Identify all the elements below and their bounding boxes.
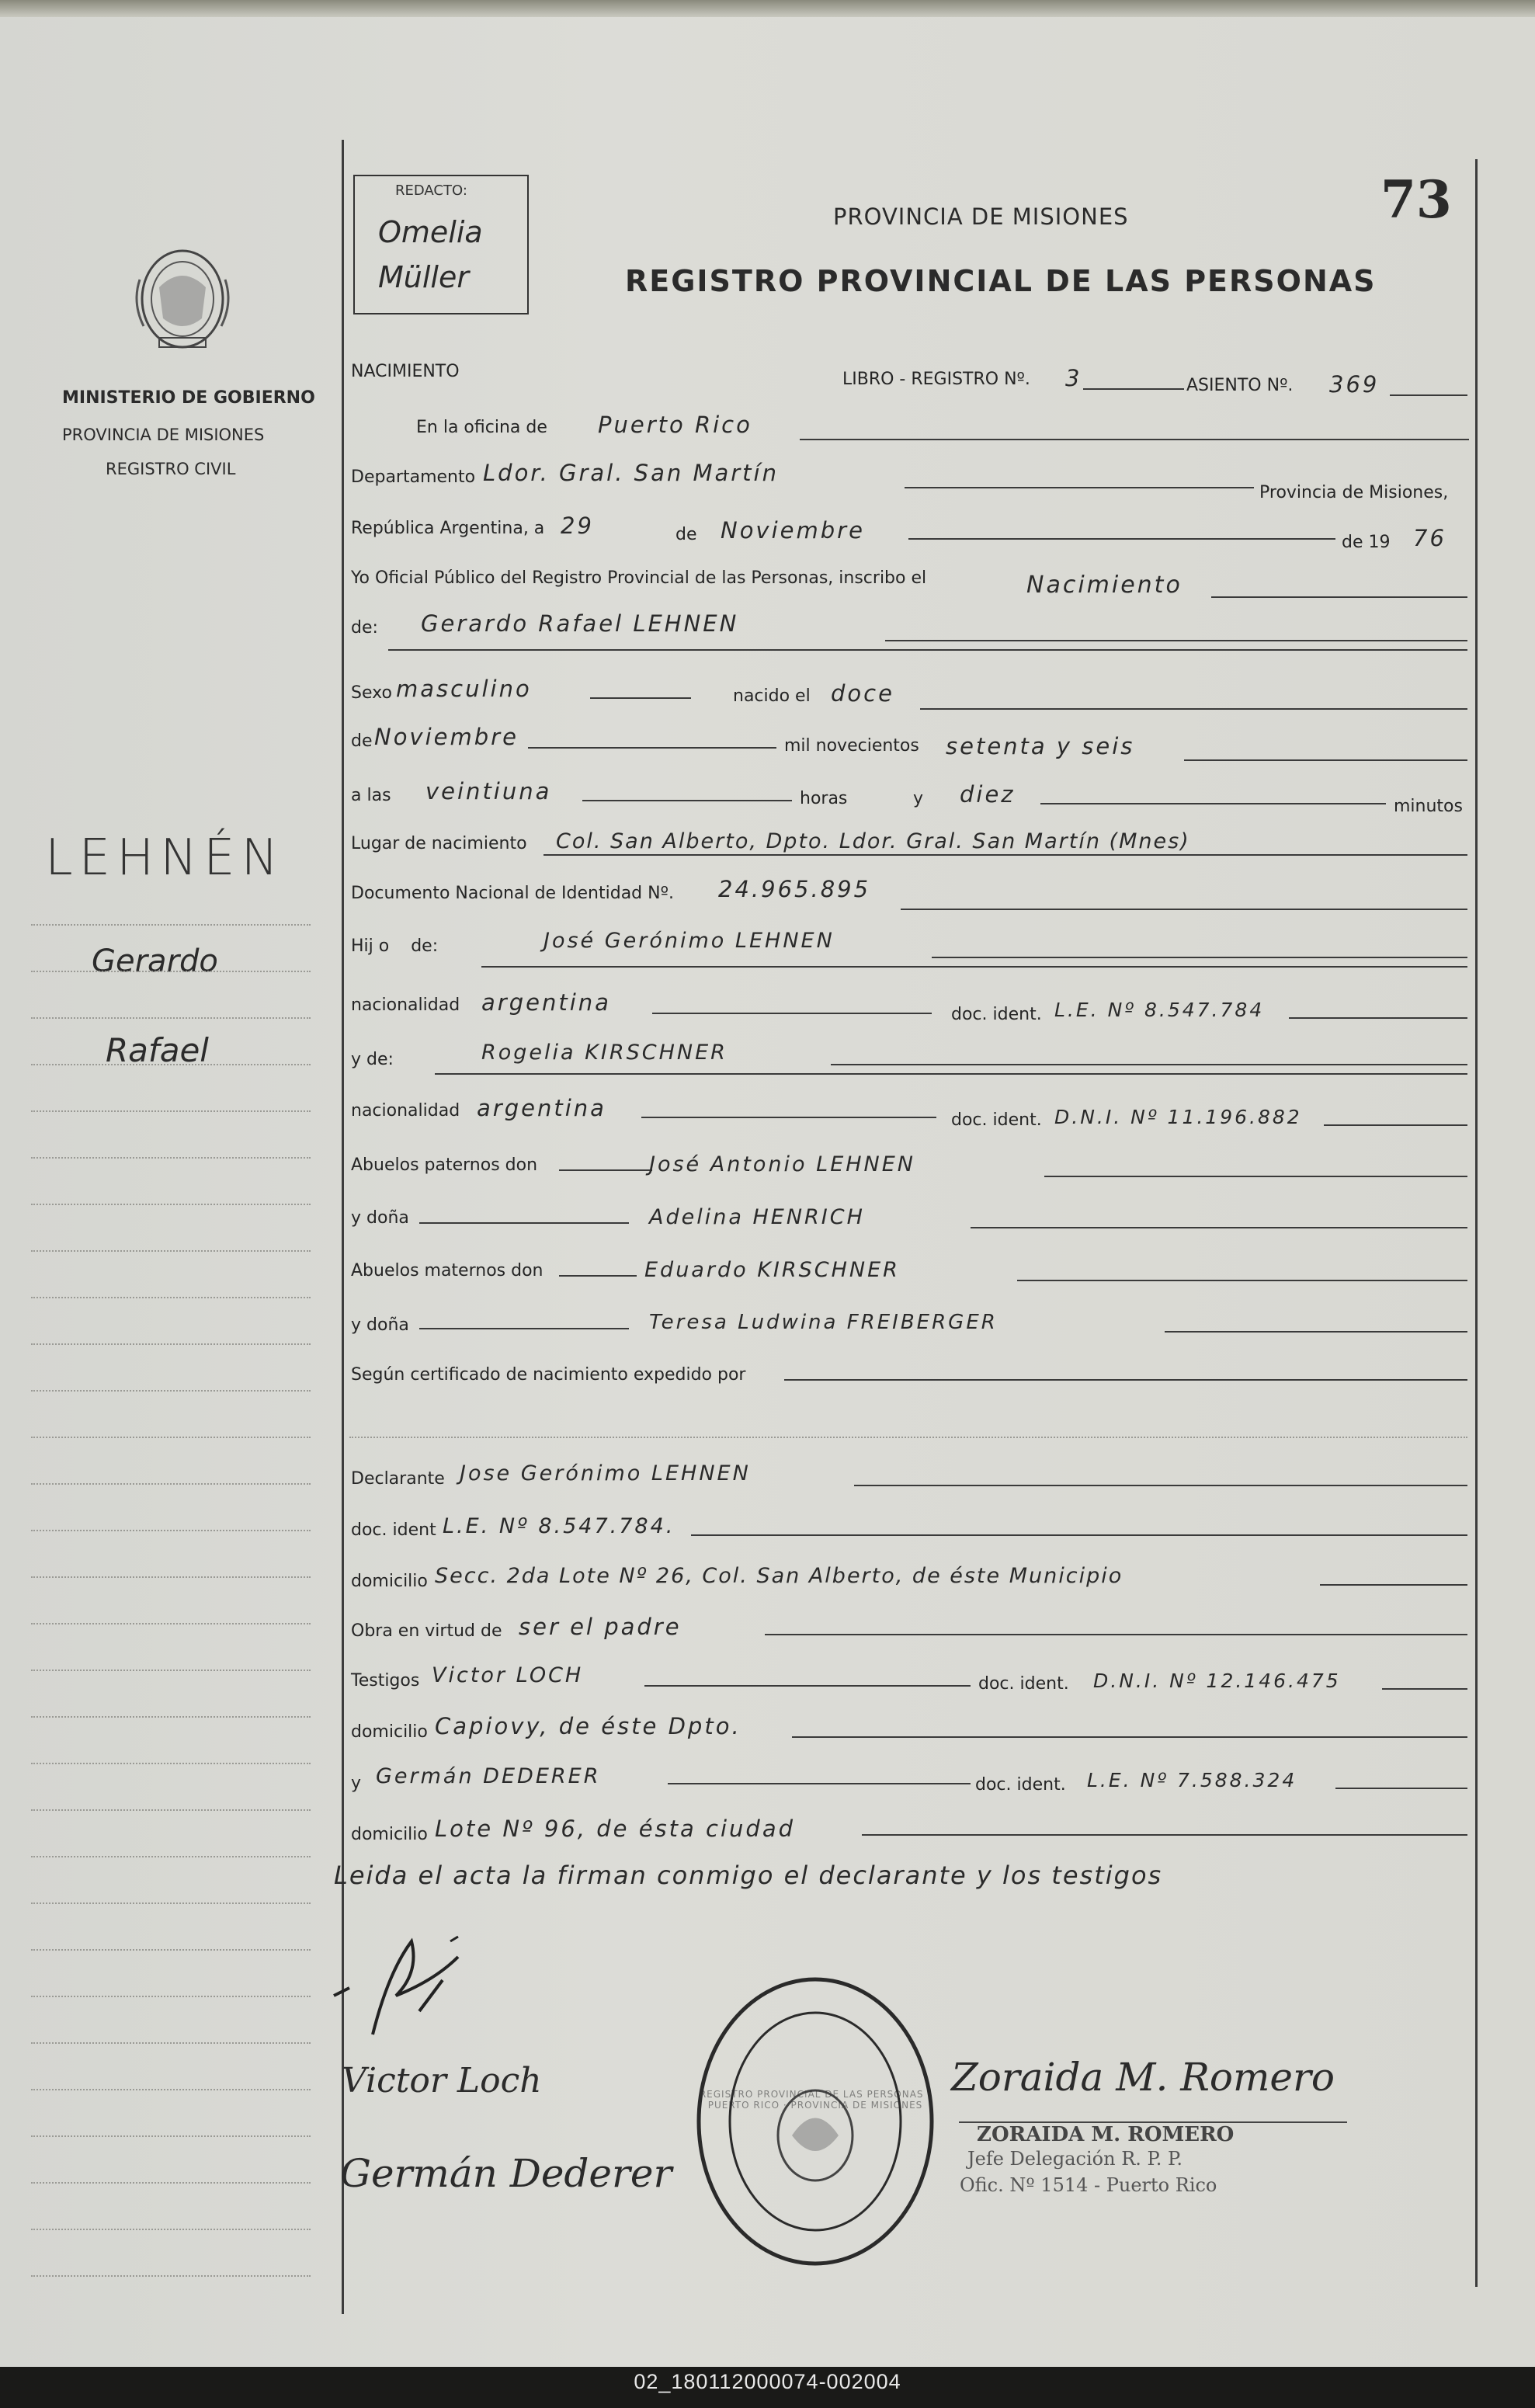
doc-t1-value: D.N.I. Nº 12.146.475 bbox=[1093, 1670, 1341, 1692]
declarante-label: Declarante bbox=[351, 1469, 445, 1489]
nac-padre-value: argentina bbox=[481, 989, 611, 1016]
minutos-label: minutos bbox=[1394, 797, 1463, 816]
margin-ruled-line bbox=[31, 2089, 311, 2090]
leida-text: Leida el acta la firman conmigo el declarante y los testigos bbox=[334, 1861, 1163, 1890]
libro-label: LIBRO - REGISTRO Nº. bbox=[842, 370, 1030, 389]
anio-label: de 19 bbox=[1342, 533, 1391, 552]
margin-ruled-line bbox=[31, 1856, 311, 1857]
margin-ruled-line bbox=[31, 1763, 311, 1764]
margin-ruled-line bbox=[31, 1157, 311, 1159]
margin-ruled-line bbox=[31, 924, 311, 926]
ydona-pat-label: y doña bbox=[351, 1208, 409, 1228]
docident-madre-label: doc. ident. bbox=[951, 1110, 1042, 1130]
anio2-value: setenta y seis bbox=[946, 733, 1135, 759]
margin-ruled-line bbox=[31, 1996, 311, 1997]
redacto-name-1: Omelia bbox=[378, 215, 483, 249]
margin-ruled-line bbox=[31, 1390, 311, 1392]
docident-padre-label: doc. ident. bbox=[951, 1005, 1042, 1024]
domicilio-t1-label: domicilio bbox=[351, 1722, 428, 1742]
margin-ruled-line bbox=[31, 1670, 311, 1671]
ab-pat-dona: Adelina HENRICH bbox=[649, 1205, 865, 1229]
declarant-signature bbox=[326, 1926, 481, 2050]
witness1-signature: Victor Loch bbox=[342, 2061, 542, 2100]
registry-seal bbox=[687, 1968, 943, 2275]
margin-ruled-line bbox=[31, 1110, 311, 1112]
margin-ruled-line bbox=[31, 1064, 311, 1065]
provincia-label: Provincia de Misiones, bbox=[1259, 483, 1449, 502]
margin-ruled-line bbox=[31, 1623, 311, 1624]
margin-ruled-line bbox=[31, 1250, 311, 1252]
dom-t1-value: Capiovy, de éste Dpto. bbox=[435, 1713, 741, 1739]
margin-ruled-line bbox=[31, 1902, 311, 1904]
obra-label: Obra en virtud de bbox=[351, 1621, 502, 1641]
mes2-value: Noviembre bbox=[374, 724, 519, 750]
ydona-mat-label: y doña bbox=[351, 1315, 409, 1335]
margin-ruled-line bbox=[31, 2275, 311, 2277]
padre-value: José Gerónimo LEHNEN bbox=[544, 929, 835, 953]
nombre-value: Gerardo Rafael LEHNEN bbox=[421, 610, 739, 637]
header-title: REGISTRO PROVINCIAL DE LAS PERSONAS bbox=[625, 264, 1377, 298]
declarante-value: Jose Gerónimo LEHNEN bbox=[460, 1461, 751, 1485]
mil-label: mil novecientos bbox=[784, 736, 919, 756]
domicilio-decl-label: domicilio bbox=[351, 1572, 428, 1591]
margin-ruled-line bbox=[31, 1576, 311, 1578]
mes-value: Noviembre bbox=[721, 517, 865, 544]
madre-value: Rogelia KIRSCHNER bbox=[481, 1041, 728, 1065]
header-province: PROVINCIA DE MISIONES bbox=[833, 203, 1129, 230]
asiento-label: ASIENTO Nº. bbox=[1186, 376, 1294, 395]
redacto-label: REDACTO: bbox=[395, 182, 467, 199]
testigo1-value: Victor LOCH bbox=[432, 1663, 584, 1687]
obra-value: ser el padre bbox=[519, 1614, 682, 1640]
margin-ruled-line bbox=[31, 1343, 311, 1345]
depto-value: Ldor. Gral. San Martín bbox=[483, 460, 779, 486]
margin-ruled-line bbox=[31, 1204, 311, 1205]
dni-label: Documento Nacional de Identidad Nº. bbox=[351, 884, 674, 903]
docident-decl-label: doc. ident bbox=[351, 1520, 436, 1540]
sexo-value: masculino bbox=[396, 676, 532, 702]
margin-ruled-line bbox=[31, 2135, 311, 2137]
margin-ruled-line bbox=[31, 1437, 311, 1438]
anio-value: 76 bbox=[1413, 525, 1446, 551]
margin-surname: LEHNÉN bbox=[45, 829, 285, 887]
dia-value: 29 bbox=[561, 513, 594, 539]
de3-label: de bbox=[351, 731, 373, 751]
alas-label: a las bbox=[351, 786, 391, 805]
oficina-label: En la oficina de bbox=[416, 418, 547, 437]
ab-pat-label: Abuelos paternos don bbox=[351, 1155, 538, 1175]
image-caption: 02_180112000074-002004 bbox=[634, 2370, 901, 2393]
asiento-value: 369 bbox=[1329, 371, 1380, 398]
ministry-registry: REGISTRO CIVIL bbox=[106, 460, 236, 478]
nac-madre-value: argentina bbox=[477, 1095, 606, 1121]
dni-value: 24.965.895 bbox=[718, 876, 871, 902]
libro-value: 3 bbox=[1065, 365, 1082, 391]
inscribo-value: Nacimiento bbox=[1026, 572, 1183, 599]
official-name: ZORAIDA M. ROMERO bbox=[977, 2123, 1235, 2146]
minutos-value: diez bbox=[960, 781, 1016, 808]
margin-ruled-line bbox=[31, 1809, 311, 1811]
dom-t2-value: Lote Nº 96, de ésta ciudad bbox=[435, 1816, 795, 1842]
horas-value: veintiuna bbox=[425, 778, 552, 804]
margin-ruled-line bbox=[31, 971, 311, 972]
ab-mat-dona: Teresa Ludwina FREIBERGER bbox=[649, 1311, 998, 1334]
ministry-title: MINISTERIO DE GOBIERNO bbox=[62, 388, 315, 408]
doc-t2-value: L.E. Nº 7.588.324 bbox=[1087, 1769, 1297, 1791]
page-number: 73 bbox=[1380, 169, 1452, 230]
sexo-label: Sexo bbox=[351, 683, 392, 703]
margin-ruled-line bbox=[31, 1949, 311, 1951]
yde-label: y de: bbox=[351, 1050, 394, 1069]
nac-padre-label: nacionalidad bbox=[351, 996, 460, 1015]
hijo-label: Hij o de: bbox=[351, 936, 439, 956]
ministry-province: PROVINCIA DE MISIONES bbox=[62, 426, 265, 444]
margin-ruled-line bbox=[31, 1297, 311, 1298]
de2-label: de: bbox=[351, 618, 378, 638]
official-title: Jefe Delegación R. P. P. bbox=[967, 2148, 1183, 2170]
y2-label: y bbox=[351, 1774, 362, 1793]
de-label: de bbox=[675, 525, 697, 544]
domicilio-t2-label: domicilio bbox=[351, 1825, 428, 1844]
redacto-box bbox=[353, 175, 529, 314]
margin-given-name-1: Gerardo bbox=[92, 943, 218, 979]
dom-decl-value: Secc. 2da Lote Nº 26, Col. San Alberto, de éste Municipio bbox=[435, 1564, 1123, 1588]
segun-label: Según certificado de nacimiento expedido por bbox=[351, 1365, 746, 1385]
nacido-value: doce bbox=[831, 680, 894, 707]
witness2-signature: Germán Dederer bbox=[340, 2151, 672, 2196]
lugar-label: Lugar de nacimiento bbox=[351, 834, 527, 853]
right-vertical-rule bbox=[1475, 159, 1478, 2287]
nac-madre-label: nacionalidad bbox=[351, 1101, 460, 1121]
y-label: y bbox=[913, 789, 924, 808]
margin-ruled-line bbox=[31, 1483, 311, 1485]
margin-ruled-line bbox=[31, 2182, 311, 2184]
republica-label: República Argentina, a bbox=[351, 519, 545, 538]
redacto-name-2: Müller bbox=[378, 260, 469, 294]
docident-t2-label: doc. ident. bbox=[975, 1775, 1066, 1795]
testigo2-value: Germán DEDERER bbox=[376, 1764, 601, 1788]
lugar-value: Col. San Alberto, Dpto. Ldor. Gral. San Martín (Mnes) bbox=[556, 829, 1190, 853]
seal-text: REGISTRO PROVINCIAL DE LAS PERSONAS · PUERTO RICO · PROVINCIA DE MISIONES bbox=[699, 2089, 932, 2111]
margin-ruled-line bbox=[31, 1017, 311, 1019]
official-office: Ofic. Nº 1514 - Puerto Rico bbox=[960, 2174, 1217, 2196]
official-signature: Zoraida M. Romero bbox=[951, 2055, 1335, 2100]
margin-given-name-2: Rafael bbox=[106, 1031, 209, 1069]
horas-label: horas bbox=[800, 789, 848, 808]
ab-mat-label: Abuelos maternos don bbox=[351, 1261, 544, 1280]
oficial-label: Yo Oficial Público del Registro Provincial de las Personas, inscribo el bbox=[351, 568, 927, 588]
coat-of-arms-seal bbox=[124, 233, 241, 365]
margin-ruled-line bbox=[31, 1716, 311, 1718]
margin-ruled-line bbox=[31, 2042, 311, 2044]
depto-label: Departamento bbox=[351, 467, 476, 487]
section-label: NACIMIENTO bbox=[351, 362, 460, 381]
oficina-value: Puerto Rico bbox=[598, 412, 752, 438]
margin-ruled-line bbox=[31, 1530, 311, 1531]
nacido-label: nacido el bbox=[733, 686, 811, 706]
doc-madre-value: D.N.I. Nº 11.196.882 bbox=[1054, 1106, 1302, 1128]
ab-mat-don: Eduardo KIRSCHNER bbox=[644, 1258, 900, 1282]
docident-t1-label: doc. ident. bbox=[978, 1674, 1069, 1694]
ab-pat-don: José Antonio LEHNEN bbox=[649, 1152, 916, 1176]
doc-padre-value: L.E. Nº 8.547.784 bbox=[1054, 999, 1265, 1021]
testigos-label: Testigos bbox=[351, 1671, 420, 1690]
doc-decl-value: L.E. Nº 8.547.784. bbox=[443, 1514, 675, 1538]
margin-ruled-line bbox=[31, 2229, 311, 2230]
